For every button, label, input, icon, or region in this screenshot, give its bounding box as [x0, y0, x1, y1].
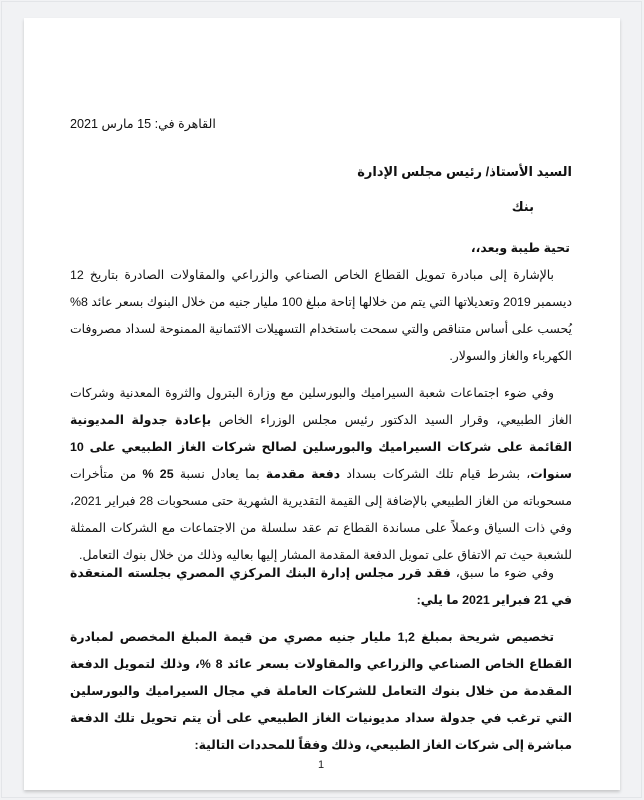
paragraph-2-bold-down-payment: دفعة مقدمة	[265, 467, 341, 481]
paragraph-2-bold-rescheduling: بإعادة جدولة المديونية القائمة على شركات السيراميك والبورسلين لصالح شركات الغاز الطبيعي على 10 سنوات	[70, 413, 572, 481]
letter-bank-name: بنك	[511, 199, 534, 214]
paragraph-2-text-a: وفي ضوء اجتماعات شعبة السيراميك والبورسلين مع وزارة البترول والثروة المعدنية وشركات الغاز الطبيعي، وقرار السيد الدكتور رئيس مجلس الوزراء الخاص	[70, 386, 572, 427]
paragraph-2-text-b: ، بشرط قيام تلك الشركات بسداد	[340, 467, 531, 481]
paragraph-initiative-reference	[70, 262, 572, 370]
paragraph-2-text-d: من متأخرات مسحوباته من الغاز الطبيعي بالإضافة إلى القيمة التقديرية الشهرية حتى مسحوبات 28 فبراير 2021، وفي ذات السياق وعملاً على مساندة القطاع تم عقد سلسلة من الاجتماعات مع الشركات الممثلة للشعبة حيث تم الاتفاق على تمويل الدفعة المقدمة المشار إليها بعاليه وذلك من خلال بنوك التعامل.	[70, 467, 572, 562]
letter-greeting: تحية طيبة وبعد،،	[470, 241, 570, 255]
page-number: 1	[317, 759, 325, 771]
document-page	[24, 18, 620, 790]
paragraph-3-bold-decision: فقد قرر مجلس إدارة البنك المركزي المصري بجلسته المنعقدة في 21 فبراير 2021 ما يلي:	[70, 566, 572, 607]
paragraph-2-text-c: بما يعادل نسبة	[173, 467, 266, 481]
page-content	[70, 18, 572, 790]
letter-date: القاهرة في: 15 مارس 2021	[70, 117, 216, 131]
paragraph-cbe-decision	[70, 560, 572, 614]
paragraph-4-text: تخصيص شريحة بمبلغ 1,2 مليار جنيه مصري من قيمة المبلغ المخصص لمبادرة القطاع الخاص الصناعي والزراعي والمقاولات بسعر عائد 8 %، وذلك لتمويل الدفعة المقدمة من خلال بنوك التعامل للشركات العاملة في مجال السيراميك والبورسلين التي ترغب في جدولة سداد مديونيات الغاز الطبيعي على أن يتم تحويل تلك الدفعة مباشرة إلى شركات الغاز الطبيعي، وذلك وفقاً للمحددات التالية:	[70, 630, 573, 752]
paragraph-allocation	[70, 624, 572, 759]
paragraph-1-text: بالإشارة إلى مبادرة تمويل القطاع الخاص الصناعي والزراعي والمقاولات الصادرة بتاريخ 12 ديسمبر 2019 وتعديلاتها التي يتم من خلالها إتاحة مبلغ 100 مليار جنيه من خلال البنوك بسعر عائد 8% يُحسب على أساس متناقص والتي سمحت باستخدام التسهيلات الائتمانية الممنوحة لسداد مصروفات الكهرباء والغاز والسولار.	[70, 268, 572, 363]
paragraph-2-bold-percentage: 25 %	[142, 467, 174, 481]
letter-addressee: السيد الأستاذ/ رئيس مجلس الإدارة	[357, 164, 572, 179]
paragraph-meetings-decision	[70, 380, 572, 569]
paragraph-3-text: وفي ضوء ما سبق،	[450, 566, 555, 580]
